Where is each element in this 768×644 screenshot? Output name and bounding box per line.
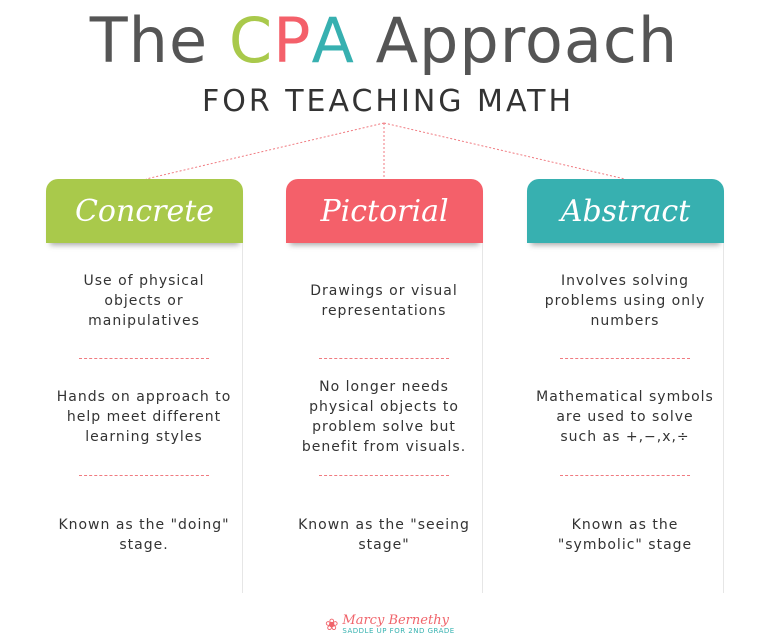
logo xyxy=(325,614,455,635)
description-line: stage" xyxy=(358,537,410,553)
column-concrete xyxy=(46,179,243,599)
description-line: benefit from visuals. xyxy=(301,439,467,455)
description-section xyxy=(527,243,723,358)
heading-label: Concrete xyxy=(74,193,215,229)
description-line: manipulatives xyxy=(88,312,200,329)
description-line: representations xyxy=(321,302,447,319)
description-line: Hands on approach to xyxy=(56,389,232,405)
column-body xyxy=(527,243,724,593)
description-line: help meet different xyxy=(66,409,222,425)
description-section xyxy=(46,476,242,594)
description-line: such as +,−,x,÷ xyxy=(560,429,690,445)
description-line: Drawings or visual xyxy=(310,282,458,299)
logo-name: Marcy Bernethy xyxy=(342,613,449,628)
description-section xyxy=(286,359,482,475)
title-p: P xyxy=(273,4,312,77)
heading-abstract xyxy=(527,179,724,243)
description-section xyxy=(46,243,242,358)
description-line: problem solve but xyxy=(312,419,456,435)
column-body xyxy=(286,243,483,593)
title-c: C xyxy=(228,4,274,77)
description-line: physical objects to xyxy=(309,399,459,415)
description-line: "symbolic" stage xyxy=(557,537,693,553)
column-abstract xyxy=(527,179,724,599)
description-line: Use of physical xyxy=(83,272,205,289)
description-line: problems using only xyxy=(544,292,706,309)
flower-boot-icon: ❀ xyxy=(325,615,339,634)
description-line: Mathematical symbols xyxy=(536,389,714,405)
subtitle: FOR TEACHING MATH xyxy=(201,84,575,119)
title-the: The xyxy=(89,4,209,77)
description-line: objects or xyxy=(104,292,184,309)
description-line: stage. xyxy=(119,537,169,553)
column-body xyxy=(46,243,243,593)
column-pictorial xyxy=(286,179,483,599)
description-line: Known as the xyxy=(571,517,679,533)
description-section xyxy=(286,243,482,358)
heading-concrete xyxy=(46,179,243,243)
logo-tagline: SADDLE UP FOR 2ND GRADE xyxy=(342,627,455,635)
heading-pictorial xyxy=(286,179,483,243)
heading-label: Pictorial xyxy=(320,193,449,229)
description-section xyxy=(527,476,723,594)
description-line: Known as the "doing" xyxy=(58,517,230,533)
description-section xyxy=(527,359,723,475)
description-section xyxy=(286,476,482,594)
title-a: A xyxy=(311,4,355,77)
description-line: learning styles xyxy=(85,429,203,445)
title-approach: Approach xyxy=(375,4,679,77)
description-line: No longer needs xyxy=(319,379,449,395)
description-line: are used to solve xyxy=(556,409,694,425)
heading-label: Abstract xyxy=(560,193,691,229)
description-line: numbers xyxy=(590,312,660,329)
description-section xyxy=(46,359,242,475)
connector-lines xyxy=(0,0,768,190)
connector-abstract xyxy=(384,123,625,179)
description-line: Involves solving xyxy=(560,272,690,289)
connector-concrete xyxy=(146,123,384,179)
description-line: Known as the "seeing xyxy=(298,517,470,533)
